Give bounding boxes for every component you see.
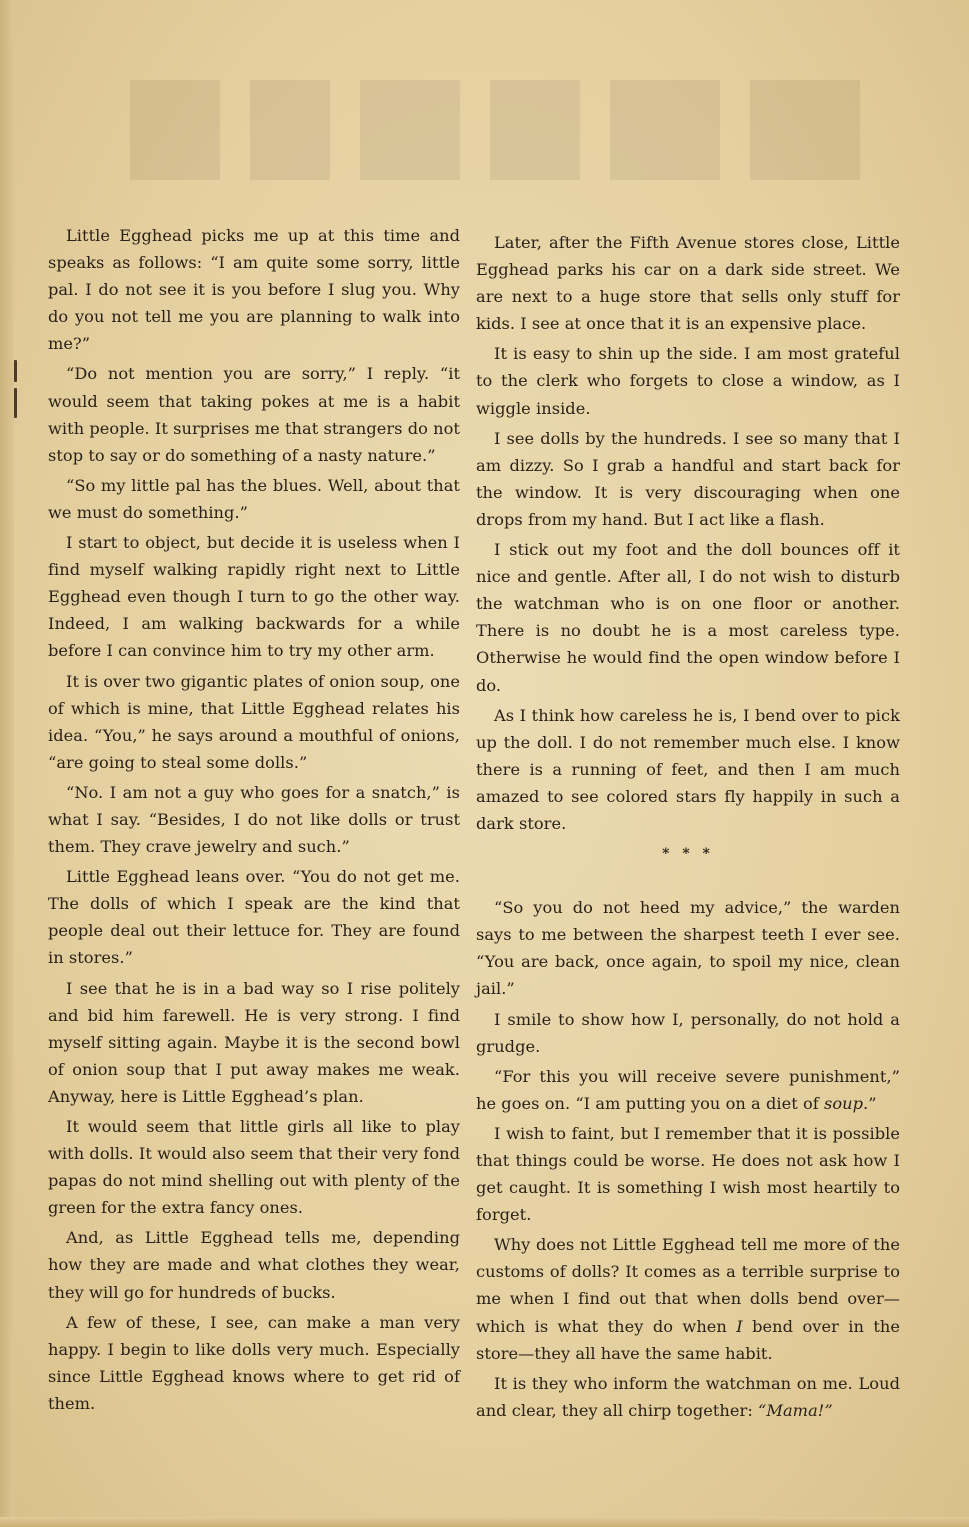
paragraph: I stick out my foot and the doll bounces off it nice and gentle. After all, I do not wish to disturb the watchman who is on one floor or another. There is no doubt he is a most careless type. Otherwise he would find the open window before I do. xyxy=(476,540,900,695)
paragraph: “Do not mention you are sorry,” I reply. “it would seem that taking pokes at me is a habit with people. It surprises me that strangers do not stop to say or do something of a nasty nature.” xyxy=(48,364,460,465)
paragraph: I start to object, but decide it is useless when I find myself walking rapidly right next to Little Egghead even though I turn to go the other way. Indeed, I am walking backwards for a while before I can convince him to try my other arm. xyxy=(48,533,460,661)
paragraph-text: ” xyxy=(868,1093,877,1113)
emphasis: I xyxy=(736,1316,743,1336)
paragraph-text: bend over in the store—they all have the same habit. xyxy=(476,1316,900,1363)
right-column xyxy=(476,229,900,1427)
paragraph xyxy=(476,1370,900,1424)
page-edge xyxy=(0,0,14,1527)
paragraph: Little Egghead leans over. “You do not get me. The dolls of which I speak are the kind that people deal out their lettuce for. They are found in stores.” xyxy=(48,867,460,968)
paragraph: “No. I am not a guy who goes for a snatch,” is what I say. “Besides, I do not like dolls or trust them. They crave jewelry and such.” xyxy=(48,782,460,857)
page-bottom-edge xyxy=(0,1517,969,1527)
paragraph: It is over two gigantic plates of onion soup, one of which is mine, that Little Egghead relates his idea. “You,” he says around a mouthful of onions, “are going to steal some dolls.” xyxy=(48,671,460,772)
paragraph xyxy=(476,1063,900,1117)
paragraph: I wish to faint, but I remember that it is possible that things could be worse. He does not ask how I get caught. It is something I wish most heartily to forget. xyxy=(476,1123,900,1225)
show-through-title-watermark xyxy=(120,70,880,190)
paragraph: Little Egghead picks me up at this time and speaks as follows: “I am quite some sorry, little pal. I do not see it is you before I slug you. Why do you not tell me you are planning to walk into me?” xyxy=(48,226,460,354)
paragraph: Later, after the Fifth Avenue stores close, Little Egghead parks his car on a dark side street. We are next to a huge store that sells only stuff for kids. I see at once that it is an expensive place. xyxy=(476,233,900,334)
paragraph: “So you do not heed my advice,” the warden says to me between the sharpest teeth I ever see. “You are back, once again, to spoil my nice, clean jail.” xyxy=(476,898,900,999)
paragraph: I see that he is in a bad way so I rise politely and bid him farewell. He is very strong. I find myself sitting again. Maybe it is the second bowl of onion soup that I put away makes me weak. Anyway, here is Little Egghead’s plan. xyxy=(48,978,460,1106)
paragraph: As I think how careless he is, I bend over to pick up the doll. I do not remember much else. I know there is a running of feet, and then I am much amazed to see colored stars fly happily in such a dark store. xyxy=(476,705,900,833)
paragraph: It would seem that little girls all like to play with dolls. It would also seem that their very fond papas do not mind shelling out with plenty of the green for the extra fancy ones. xyxy=(48,1117,460,1218)
paragraph: It is easy to shin up the side. I am most grateful to the clerk who forgets to close a window, as I wiggle inside. xyxy=(476,344,900,418)
paragraph-text: “For this you will receive severe punishment,” he goes on. “I am putting you on a diet of xyxy=(476,1066,900,1113)
paragraph: And, as Little Egghead tells me, depending how they are made and what clothes they wear, they will go for hundreds of bucks. xyxy=(48,1228,460,1302)
binding-marks xyxy=(14,360,22,440)
paragraph: I smile to show how I, personally, do not hold a grudge. xyxy=(476,1009,900,1056)
paragraph: I see dolls by the hundreds. I see so many that I am dizzy. So I grab a handful and start back for the window. It is very discouraging when one drops from my hand. But I act like a flash. xyxy=(476,428,900,529)
paragraph: A few of these, I see, can make a man very happy. I begin to like dolls very much. Especially since Little Egghead knows where to get rid of them. xyxy=(48,1312,460,1413)
emphasis: “Mama!” xyxy=(758,1400,833,1420)
scene-break: * * * xyxy=(662,846,714,863)
paragraph: “So my little pal has the blues. Well, about that we must do something.” xyxy=(48,475,460,522)
left-column xyxy=(48,222,460,1420)
paragraph xyxy=(476,1231,900,1366)
paragraph-text: Why does not Little Egghead tell me more of the customs of dolls? It comes as a terrible surprise to me when I find out that when dolls bend over—which is what they do when xyxy=(476,1235,900,1336)
paragraph-text: It is they who inform the watchman on me. Loud and clear, they all chirp together: xyxy=(476,1373,900,1420)
emphasis: soup. xyxy=(824,1093,869,1113)
